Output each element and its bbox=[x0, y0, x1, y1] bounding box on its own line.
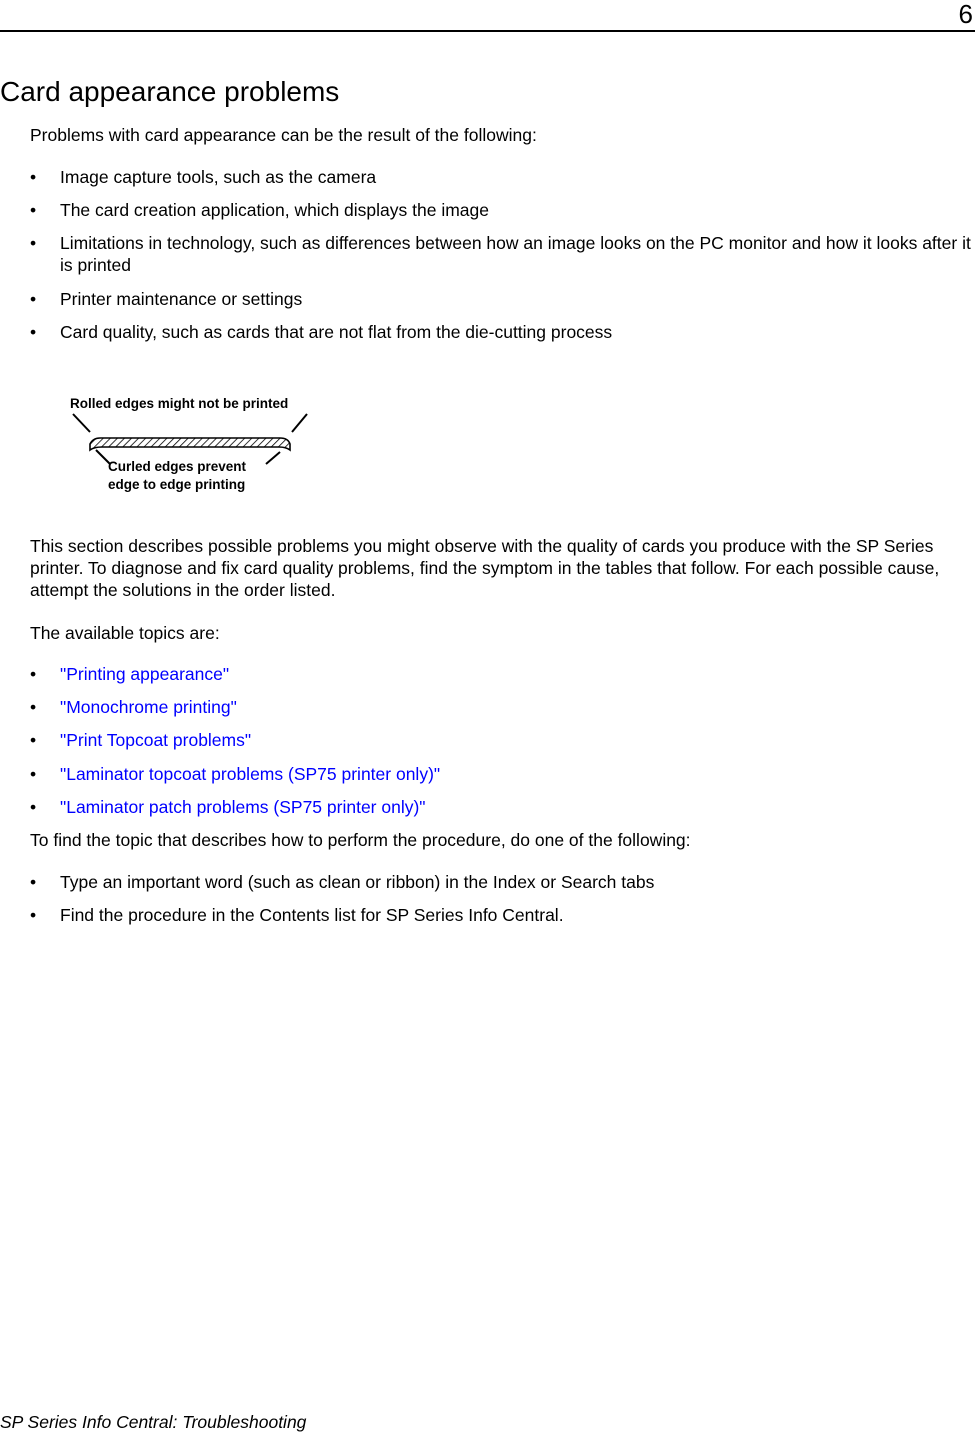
page-title: Card appearance problems bbox=[0, 76, 340, 107]
topic-item bbox=[30, 663, 972, 685]
bullet-icon: • bbox=[30, 664, 37, 684]
page-footer: SP Series Info Central: Troubleshooting bbox=[0, 1412, 307, 1432]
topics-intro: The available topics are: bbox=[30, 623, 220, 643]
cause-text: Printer maintenance or settings bbox=[60, 289, 303, 309]
procedure-text: Type an important word (such as clean or ribbon) in the Index or Search tabs bbox=[60, 872, 655, 892]
topic-item bbox=[30, 763, 972, 785]
page-number: 6 bbox=[958, 0, 973, 29]
topic-link-printing-appearance[interactable]: "Printing appearance" bbox=[60, 664, 230, 684]
cause-item bbox=[30, 199, 972, 221]
bullet-icon: • bbox=[30, 233, 37, 253]
cause-item bbox=[30, 288, 972, 310]
bullet-icon: • bbox=[30, 797, 37, 817]
bullet-icon: • bbox=[30, 697, 37, 717]
topic-link-laminator-topcoat[interactable]: "Laminator topcoat problems (SP75 printer only)" bbox=[60, 764, 441, 784]
cause-text: Image capture tools, such as the camera bbox=[60, 167, 377, 187]
bullet-icon: • bbox=[30, 167, 37, 187]
cause-item bbox=[30, 166, 972, 188]
cause-item bbox=[30, 232, 972, 276]
topic-item bbox=[30, 796, 972, 818]
cause-text: Limitations in technology, such as differences between how an image looks on the PC monitor and how it looks after it is printed bbox=[60, 233, 971, 275]
curled-edges-label-line2: edge to edge printing bbox=[108, 477, 246, 492]
header-rule bbox=[0, 30, 975, 32]
cause-text: The card creation application, which displays the image bbox=[60, 200, 489, 220]
topic-link-print-topcoat[interactable]: "Print Topcoat problems" bbox=[60, 730, 252, 750]
topic-link-laminator-patch[interactable]: "Laminator patch problems (SP75 printer only)" bbox=[60, 797, 426, 817]
procedure-item bbox=[30, 904, 972, 926]
cause-item bbox=[30, 321, 972, 343]
bullet-icon: • bbox=[30, 322, 37, 342]
rolled-edges-label: Rolled edges might not be printed bbox=[70, 396, 289, 411]
curled-right-pointer bbox=[266, 452, 280, 464]
rolled-right-pointer bbox=[292, 414, 307, 432]
bullet-icon: • bbox=[30, 289, 37, 309]
intro-paragraph: Problems with card appearance can be the result of the following: bbox=[30, 125, 537, 145]
bullet-icon: • bbox=[30, 200, 37, 220]
procedure-intro: To find the topic that describes how to perform the procedure, do one of the following: bbox=[30, 830, 691, 850]
bullet-icon: • bbox=[30, 872, 37, 892]
section-description: This section describes possible problems you might observe with the quality of cards you produce with the SP Series printer. To diagnose and fix card quality problems, find the symptom in the tables that follow. For each possible cause, attempt the solutions in the order listed. bbox=[30, 536, 940, 600]
card-cross-section bbox=[90, 438, 290, 450]
topic-link-monochrome-printing[interactable]: "Monochrome printing" bbox=[60, 697, 237, 717]
procedure-text: Find the procedure in the Contents list for SP Series Info Central. bbox=[60, 905, 564, 925]
bullet-icon: • bbox=[30, 905, 37, 925]
topic-item bbox=[30, 729, 972, 751]
cause-text: Card quality, such as cards that are not flat from the die-cutting process bbox=[60, 322, 613, 342]
rolled-left-pointer bbox=[73, 414, 90, 432]
bullet-icon: • bbox=[30, 764, 37, 784]
bullet-icon: • bbox=[30, 730, 37, 750]
curled-edges-label-line1: Curled edges prevent bbox=[108, 459, 247, 474]
procedure-item bbox=[30, 871, 972, 893]
topic-item bbox=[30, 696, 972, 718]
card-edge-diagram bbox=[66, 390, 316, 495]
